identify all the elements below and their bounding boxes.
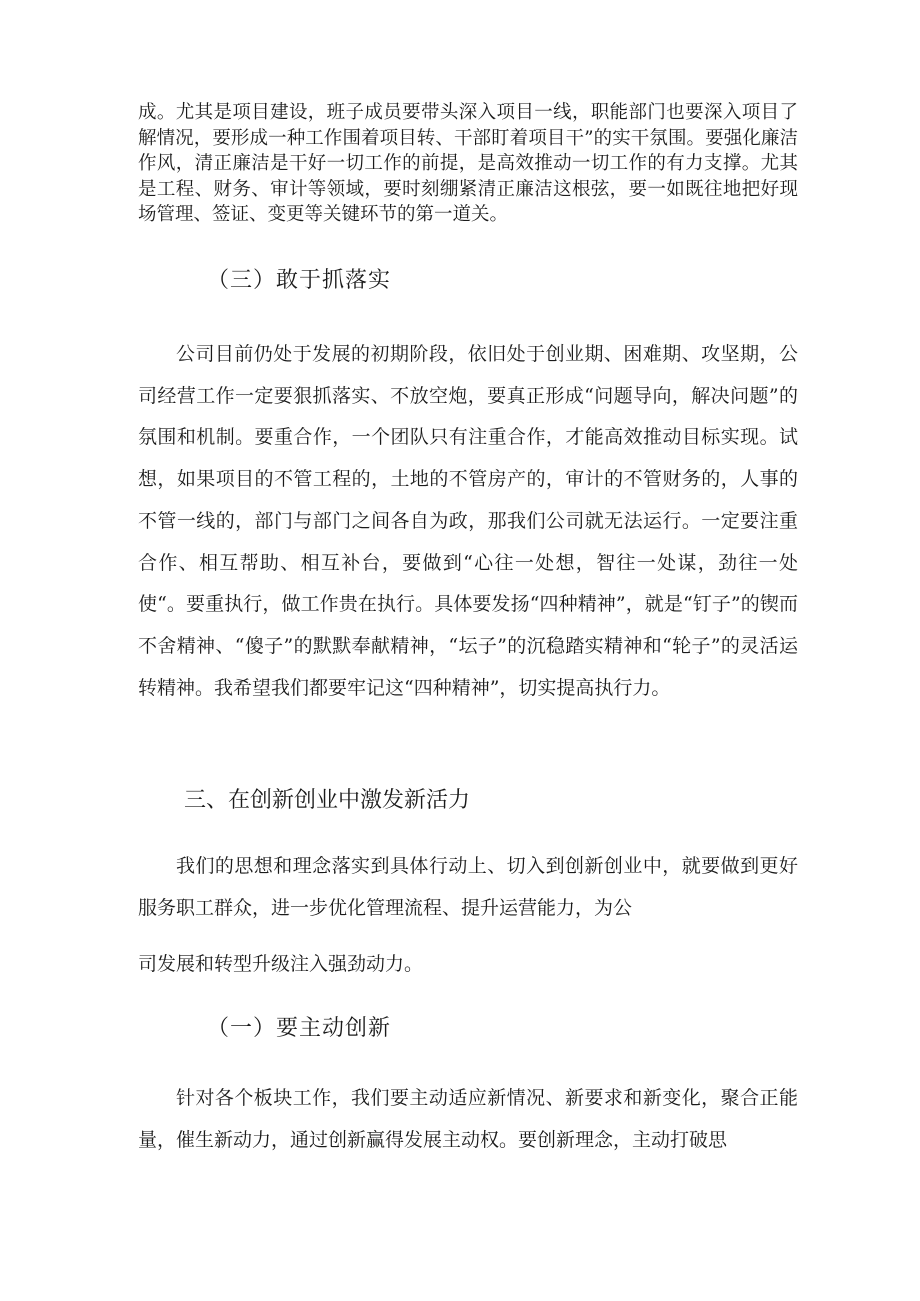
subheading-dare-to-implement: （三）敢于抓落实 (207, 268, 392, 293)
section-heading-innovation: 三、在创新创业中激发新活力 (184, 788, 471, 813)
subheading-active-innovation: （一）要主动创新 (207, 1016, 392, 1041)
paragraph-innovation-continued: 司发展和转型升级注入强劲动力。 (138, 953, 424, 975)
intro-paragraph: 成。尤其是项目建设，班子成员要带头深入项目一线，职能部门也要深入项目了解情况，要形成一种工作围着项目转、干部盯着项目干”的实干氛围。要强化廉洁作风，清正廉洁是干好一切工作的前提，是高效推动一切工作的有力支撑。尤其是工程、财务、审计等领域，要时刻绷紧清正廉洁这根弦，要一如既往地把好现场管理、签证、变更等关键环节的第一道关。 (138, 102, 798, 226)
paragraph-innovation-first: 我们的思想和理念落实到具体行动上、切入到创新创业中，就要做到更好服务职工群众，进一步优化管理流程、提升运营能力，为公 (138, 855, 798, 919)
paragraph-implementation: 公司目前仍处于发展的初期阶段，依旧处于创业期、困难期、攻坚期，公司经营工作一定要狠抓落实、不放空炮，要真正形成“问题导向，解决问题”的氛围和机制。要重合作，一个团队只有注重合作，才能高效推动目标实现。试想，如果项目的不管工程的，土地的不管房产的，审计的不管财务的，人事的不管一线的，部门与部门之间各自为政，那我们公司就无法运行。一定要注重合作、相互帮助、相互补台，要做到“心往一处想，智往一处谋，劲往一处使“。要重执行，做工作贵在执行。具体要发扬“四种精神”，就是“钉子”的锲而不舍精神、“傻子”的默默奉献精神，“坛子”的沉稳踏实精神和“轮子”的灵活运转精神。我希望我们都要牢记这“四种精神”，切实提高执行力。 (138, 343, 798, 699)
paragraph-active-innovation: 针对各个板块工作，我们要主动适应新情况、新要求和新变化，聚合正能量，催生新动力，通过创新赢得发展主动权。要创新理念，主动打破思 (138, 1087, 798, 1151)
